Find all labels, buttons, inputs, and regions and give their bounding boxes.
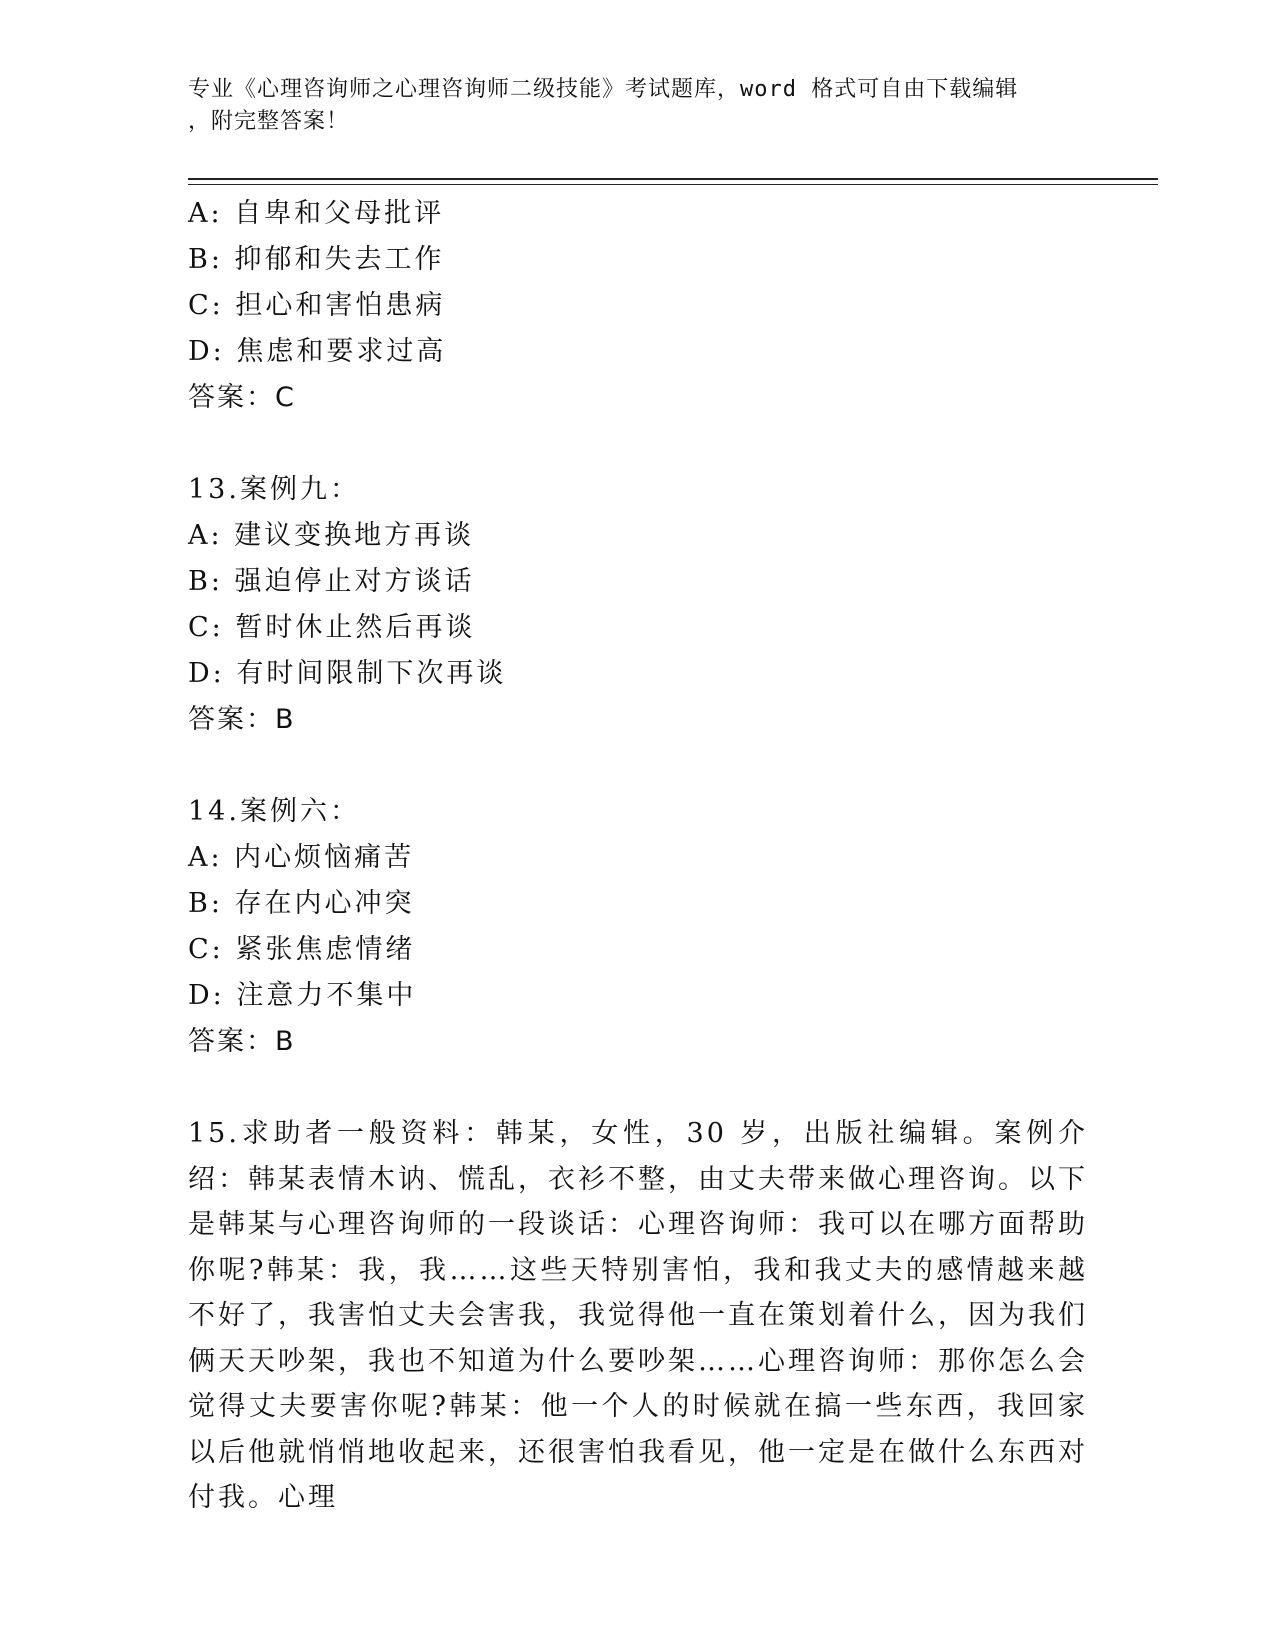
option-c: C: 担心和害怕患病 <box>188 290 446 321</box>
header-rule-thin <box>188 184 1158 185</box>
answer: 答案：C <box>188 382 296 413</box>
option-d: D: 注意力不集中 <box>188 980 417 1011</box>
document-body <box>188 191 1088 1521</box>
option-a: A: 建议变换地方再谈 <box>188 520 475 551</box>
spacer <box>188 1065 1088 1111</box>
spacer <box>188 421 1088 467</box>
header-line-1: 专业《心理咨询师之心理咨询师二级技能》考试题库，word 格式可自由下载编辑 <box>188 77 1019 102</box>
question-title: 14.案例六： <box>188 796 360 827</box>
header-line-2: ，附完整答案！ <box>188 109 350 134</box>
header-rule-thick <box>188 178 1158 180</box>
question-12 <box>188 191 1088 421</box>
option-b: B: 抑郁和失去工作 <box>188 244 445 275</box>
question-14 <box>188 789 1088 1065</box>
answer: 答案：B <box>188 704 296 735</box>
option-b: B: 存在内心冲突 <box>188 888 415 919</box>
option-a: A: 内心烦恼痛苦 <box>188 842 415 873</box>
option-c: C: 暂时休止然后再谈 <box>188 612 476 643</box>
option-b: B: 强迫停止对方谈话 <box>188 566 475 597</box>
answer: 答案：B <box>188 1026 296 1057</box>
document-header <box>188 74 1068 138</box>
question-13 <box>188 467 1088 743</box>
option-d: D: 焦虑和要求过高 <box>188 336 447 367</box>
question-15-text: 15.求助者一般资料：韩某，女性，30 岁，出版社编辑。案例介绍：韩某表情木讷、慌乱，衣衫不整，由丈夫带来做心理咨询。以下是韩某与心理咨询师的一段谈话：心理咨询师：我可以在哪方面帮助你呢?韩某：我，我……这些天特别害怕，我和我丈夫的感情越来越不好了，我害怕丈夫会害我，我觉得他一直在策划着什么，因为我们俩天天吵架，我也不知道为什么要吵架……心理咨询师：那你怎么会觉得丈夫要害你呢?韩某：他一个人的时候就在搞一些东西，我回家以后他就悄悄地收起来，还很害怕我看见，他一定是在做什么东西对付我。心理 <box>188 1118 1088 1513</box>
option-a: A: 自卑和父母批评 <box>188 198 445 229</box>
option-d: D: 有时间限制下次再谈 <box>188 658 507 689</box>
spacer <box>188 743 1088 789</box>
option-c: C: 紧张焦虑情绪 <box>188 934 416 965</box>
question-title: 13.案例九： <box>188 474 360 505</box>
